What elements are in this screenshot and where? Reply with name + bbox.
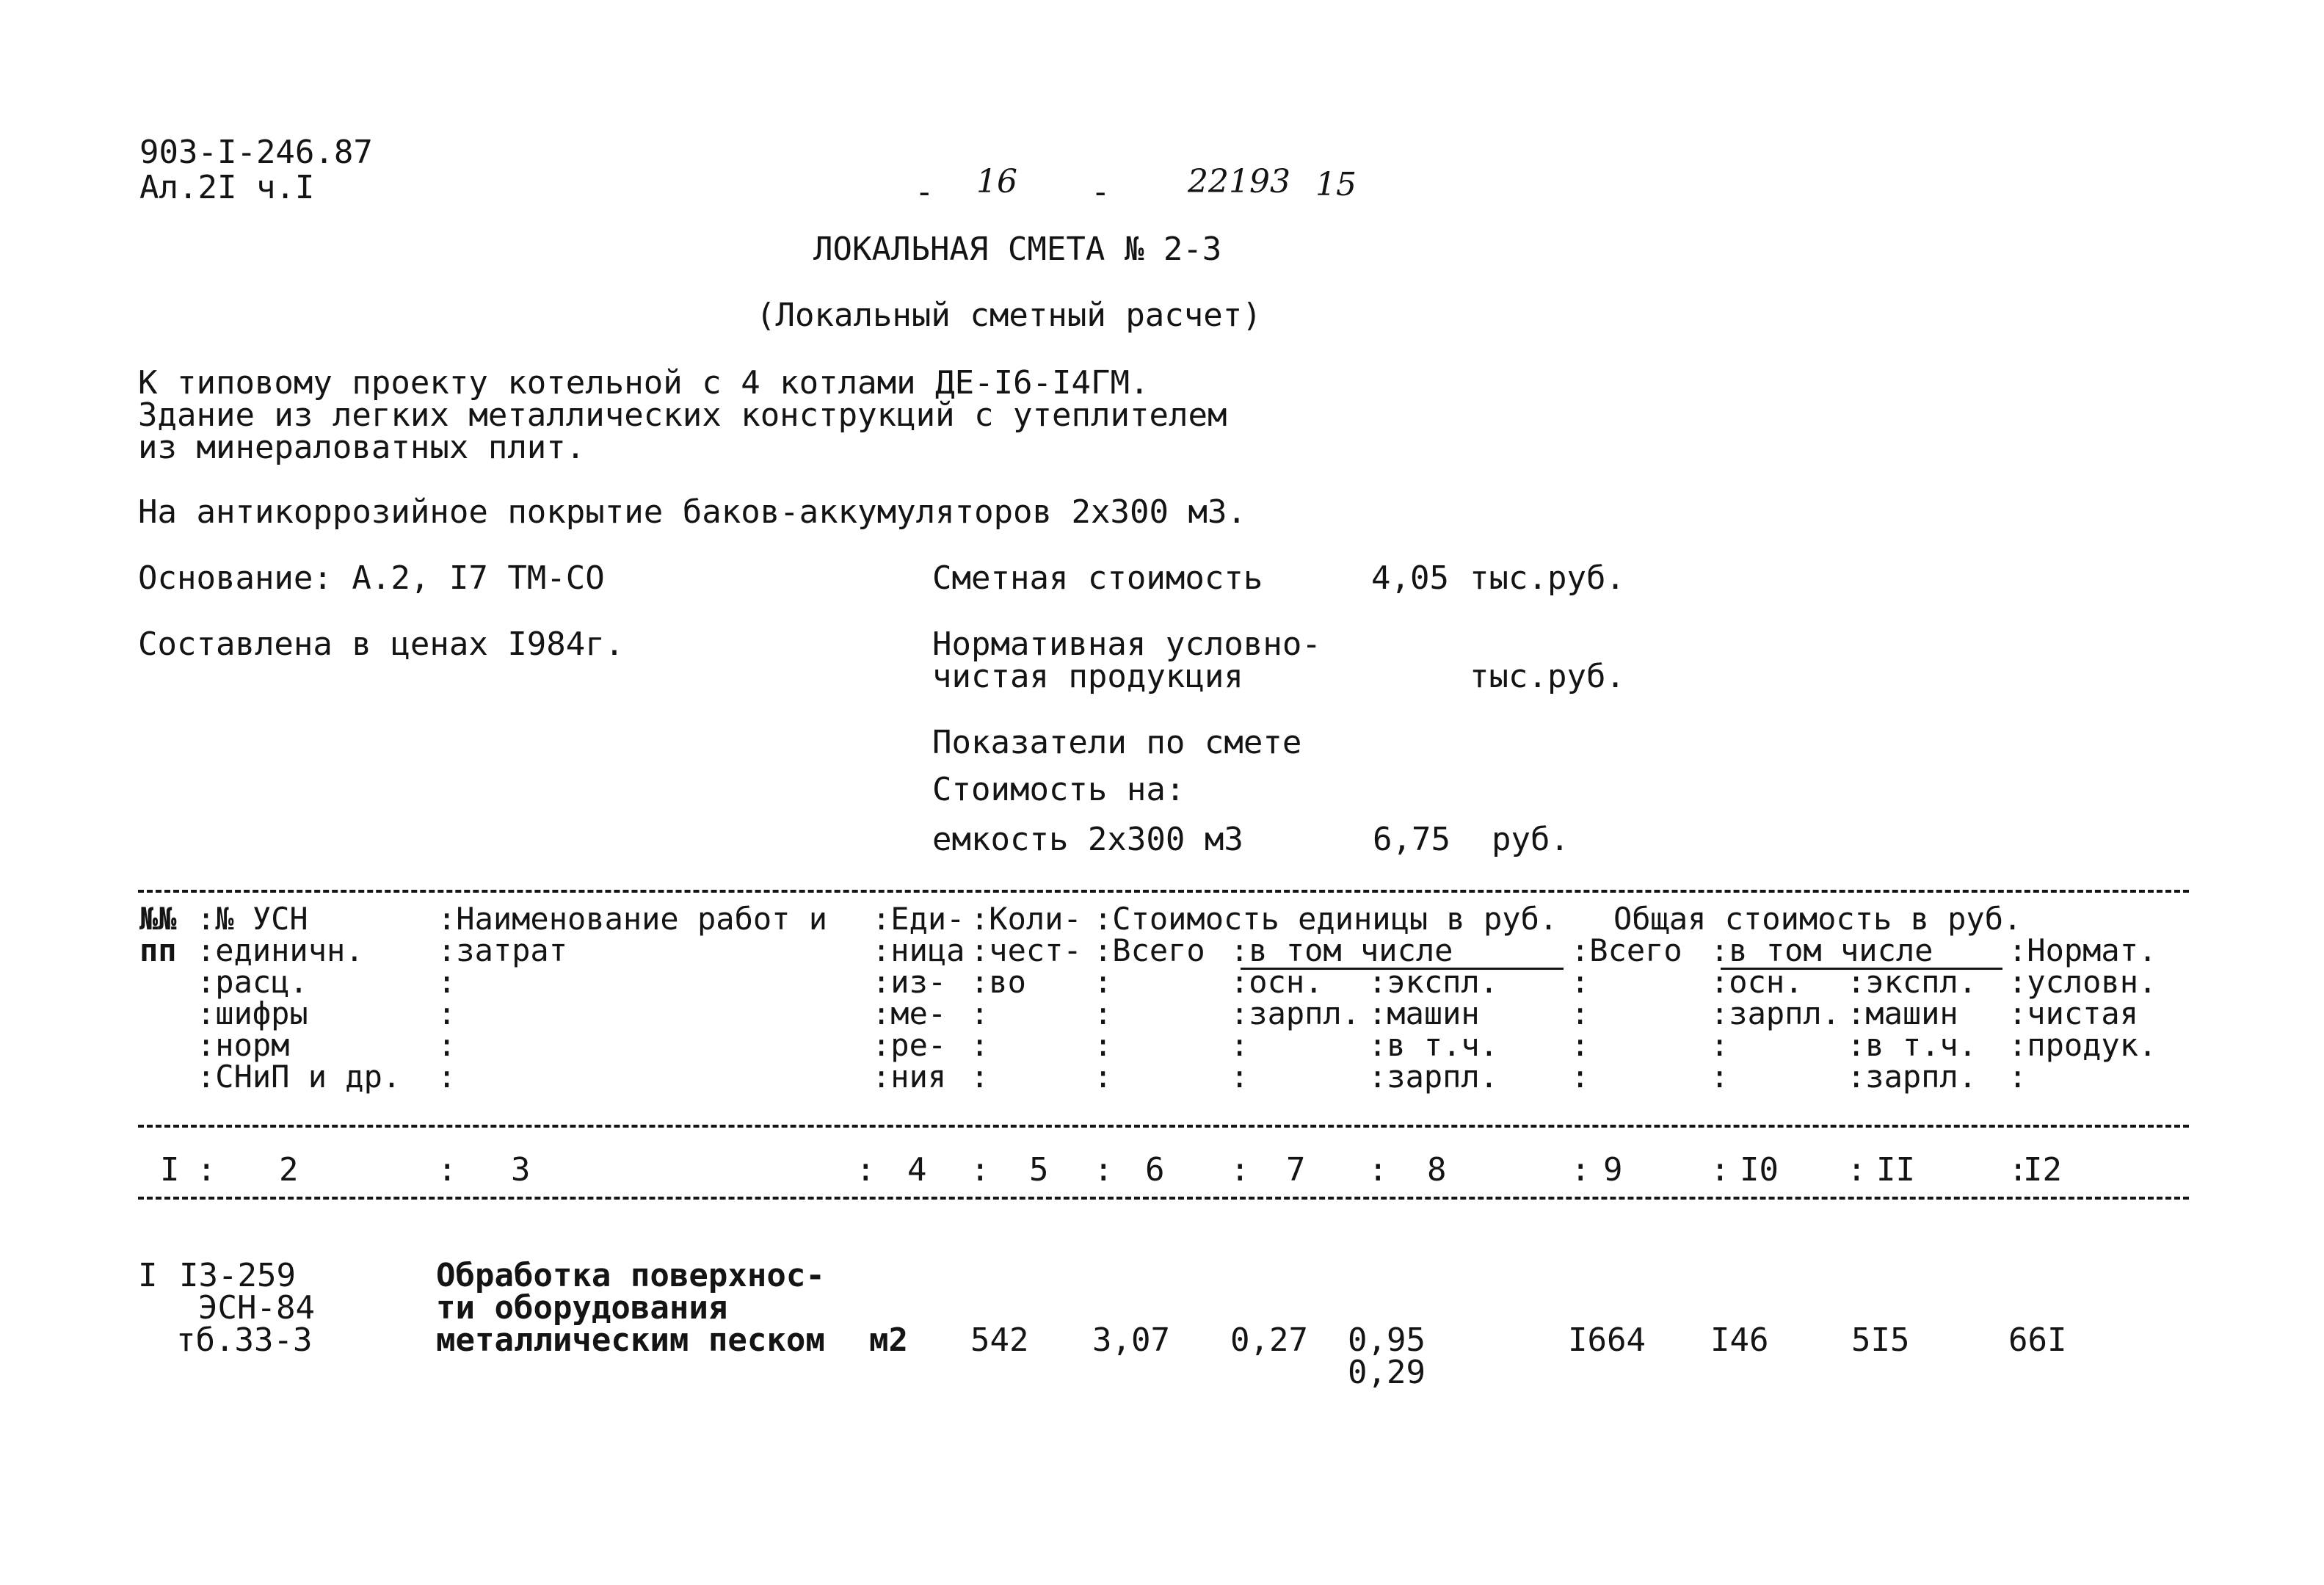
row-total: I664 <box>1568 1321 1646 1359</box>
purpose: На антикоррозийное покрытие баков-аккумуляторов 2х300 м3. <box>138 493 1246 531</box>
header-col-1: №№ пп <box>139 901 177 968</box>
page-title: ЛОКАЛЬНАЯ СМЕТА № 2-3 <box>813 231 1222 268</box>
row-unit-wage: 0,27 <box>1230 1321 1308 1359</box>
header-col-6: :Всего : : : : <box>1094 932 1205 1095</box>
prices-basis: Составлена в ценах I984г. <box>138 625 625 663</box>
cost-value: 4,05 <box>1371 559 1449 597</box>
table-top-rule <box>138 890 2189 893</box>
col-number-7: 7 <box>1286 1151 1306 1189</box>
cost-label: Сметная стоимость <box>932 559 1263 597</box>
row-unit-machines-wage: 0,29 <box>1348 1354 1426 1391</box>
row-unit: м2 <box>869 1321 908 1359</box>
col-sep: : <box>1230 1151 1250 1189</box>
col-sep: : <box>437 1151 457 1189</box>
header-col-12: :Нормат. :условн. :чистая :продук. : <box>2008 932 2157 1095</box>
dash-right: - <box>1091 173 1111 211</box>
indicators-label: Показатели по смете <box>932 724 1302 761</box>
row-name-3: металлическим песком <box>436 1321 825 1359</box>
row-unit-machines: 0,95 <box>1348 1321 1426 1359</box>
col-number-6: 6 <box>1145 1151 1165 1189</box>
col-sep: : <box>1094 1151 1114 1189</box>
header-col-4: :Еди- :ница :из- :ме- :ре- :ния <box>872 901 965 1095</box>
col-number-3: 3 <box>511 1151 531 1189</box>
row-total-machines: 5I5 <box>1851 1321 1910 1359</box>
col-number-10: I0 <box>1740 1151 1779 1189</box>
col-sep: : <box>1368 1151 1388 1189</box>
page-number: 16 <box>976 163 1017 200</box>
row-code-1: I3-259 <box>179 1257 296 1294</box>
row-name-1: Обработка поверхнос- <box>436 1257 825 1294</box>
header-col-11: :экспл. :машин :в т.ч. :зарпл. <box>1847 964 1978 1095</box>
description-line-2: Здание из легких металлических конструкций с утеплителем <box>138 396 1227 434</box>
row-quantity: 542 <box>970 1321 1029 1359</box>
norm-label-2: чистая продукция <box>932 658 1243 695</box>
header-total-cost-group: Общая стоимость в руб. <box>1613 901 2022 937</box>
col-number-8: 8 <box>1427 1151 1447 1189</box>
header-col-8: :экспл. :машин :в т.ч. :зарпл. <box>1368 964 1499 1095</box>
description-line-1: К типовому проекту котельной с 4 котлами ДЕ-I6-I4ГМ. <box>138 364 1150 402</box>
col-sep: : <box>1847 1151 1867 1189</box>
document-sub-id: 15 <box>1315 166 1357 203</box>
col-sep: : <box>856 1151 876 1189</box>
description-line-3: из минераловатных плит. <box>138 429 586 466</box>
project-code: 903-I-246.87 <box>139 134 373 171</box>
header-col-3: :Наименование работ и :затрат : : : : <box>437 901 828 1095</box>
header-col-7: :осн. :зарпл. : : <box>1230 964 1361 1095</box>
col-number-12: I2 <box>2023 1151 2062 1189</box>
header-col-10: :осн. :зарпл. : : <box>1710 964 1841 1095</box>
col-sep: : <box>970 1151 990 1189</box>
column-numbers-rule <box>138 1197 2189 1200</box>
header-bottom-rule <box>138 1125 2189 1128</box>
col-number-11: II <box>1876 1151 1915 1189</box>
row-code-3: тб.33-3 <box>176 1321 313 1359</box>
header-total-incl-group: :в том числе <box>1710 932 1933 968</box>
dash-left: - <box>915 173 934 211</box>
row-code-2: ЭСН-84 <box>198 1289 315 1327</box>
col-sep: : <box>2008 1151 2028 1189</box>
row-norm-product: 66I <box>2008 1321 2067 1359</box>
col-sep: : <box>197 1151 217 1189</box>
col-number-4: 4 <box>907 1151 927 1189</box>
capacity-label: емкость 2х300 м3 <box>932 821 1243 858</box>
capacity-value: 6,75 <box>1373 821 1450 858</box>
row-unit-total: 3,07 <box>1092 1321 1170 1359</box>
row-number: I <box>138 1257 158 1294</box>
row-name-2: ти оборудования <box>436 1289 728 1327</box>
col-sep: : <box>1571 1151 1591 1189</box>
header-unit-cost-group: :Стоимость единицы в руб. <box>1094 901 1558 937</box>
album-label: Ал.2I ч.I <box>139 169 315 206</box>
header-unit-incl-group: :в том числе <box>1230 932 1453 968</box>
header-col-5: :Коли- :чест- :во : : : <box>970 901 1082 1095</box>
col-sep: : <box>1710 1151 1730 1189</box>
col-number-2: 2 <box>279 1151 299 1189</box>
col-number-5: 5 <box>1029 1151 1049 1189</box>
norm-unit: тыс.руб. <box>1470 658 1625 695</box>
col-number-9: 9 <box>1603 1151 1623 1189</box>
norm-label-1: Нормативная условно- <box>932 625 1321 663</box>
cost-per-label: Стоимость на: <box>932 771 1185 808</box>
capacity-unit: руб. <box>1492 821 1569 858</box>
row-total-wage: I46 <box>1710 1321 1769 1359</box>
header-col-9: :Всего : : : : <box>1571 932 1682 1095</box>
document-id: 22193 <box>1188 163 1290 200</box>
page-subtitle: (Локальный сметный расчет) <box>756 297 1262 334</box>
basis: Основание: А.2, I7 ТМ-СО <box>138 559 605 597</box>
col-number-1: I <box>160 1151 180 1189</box>
header-col-2: :№ УСН :единичн. :расц. :шифры :норм :СНиП и др. <box>197 901 402 1095</box>
cost-unit: тыс.руб. <box>1470 559 1625 597</box>
